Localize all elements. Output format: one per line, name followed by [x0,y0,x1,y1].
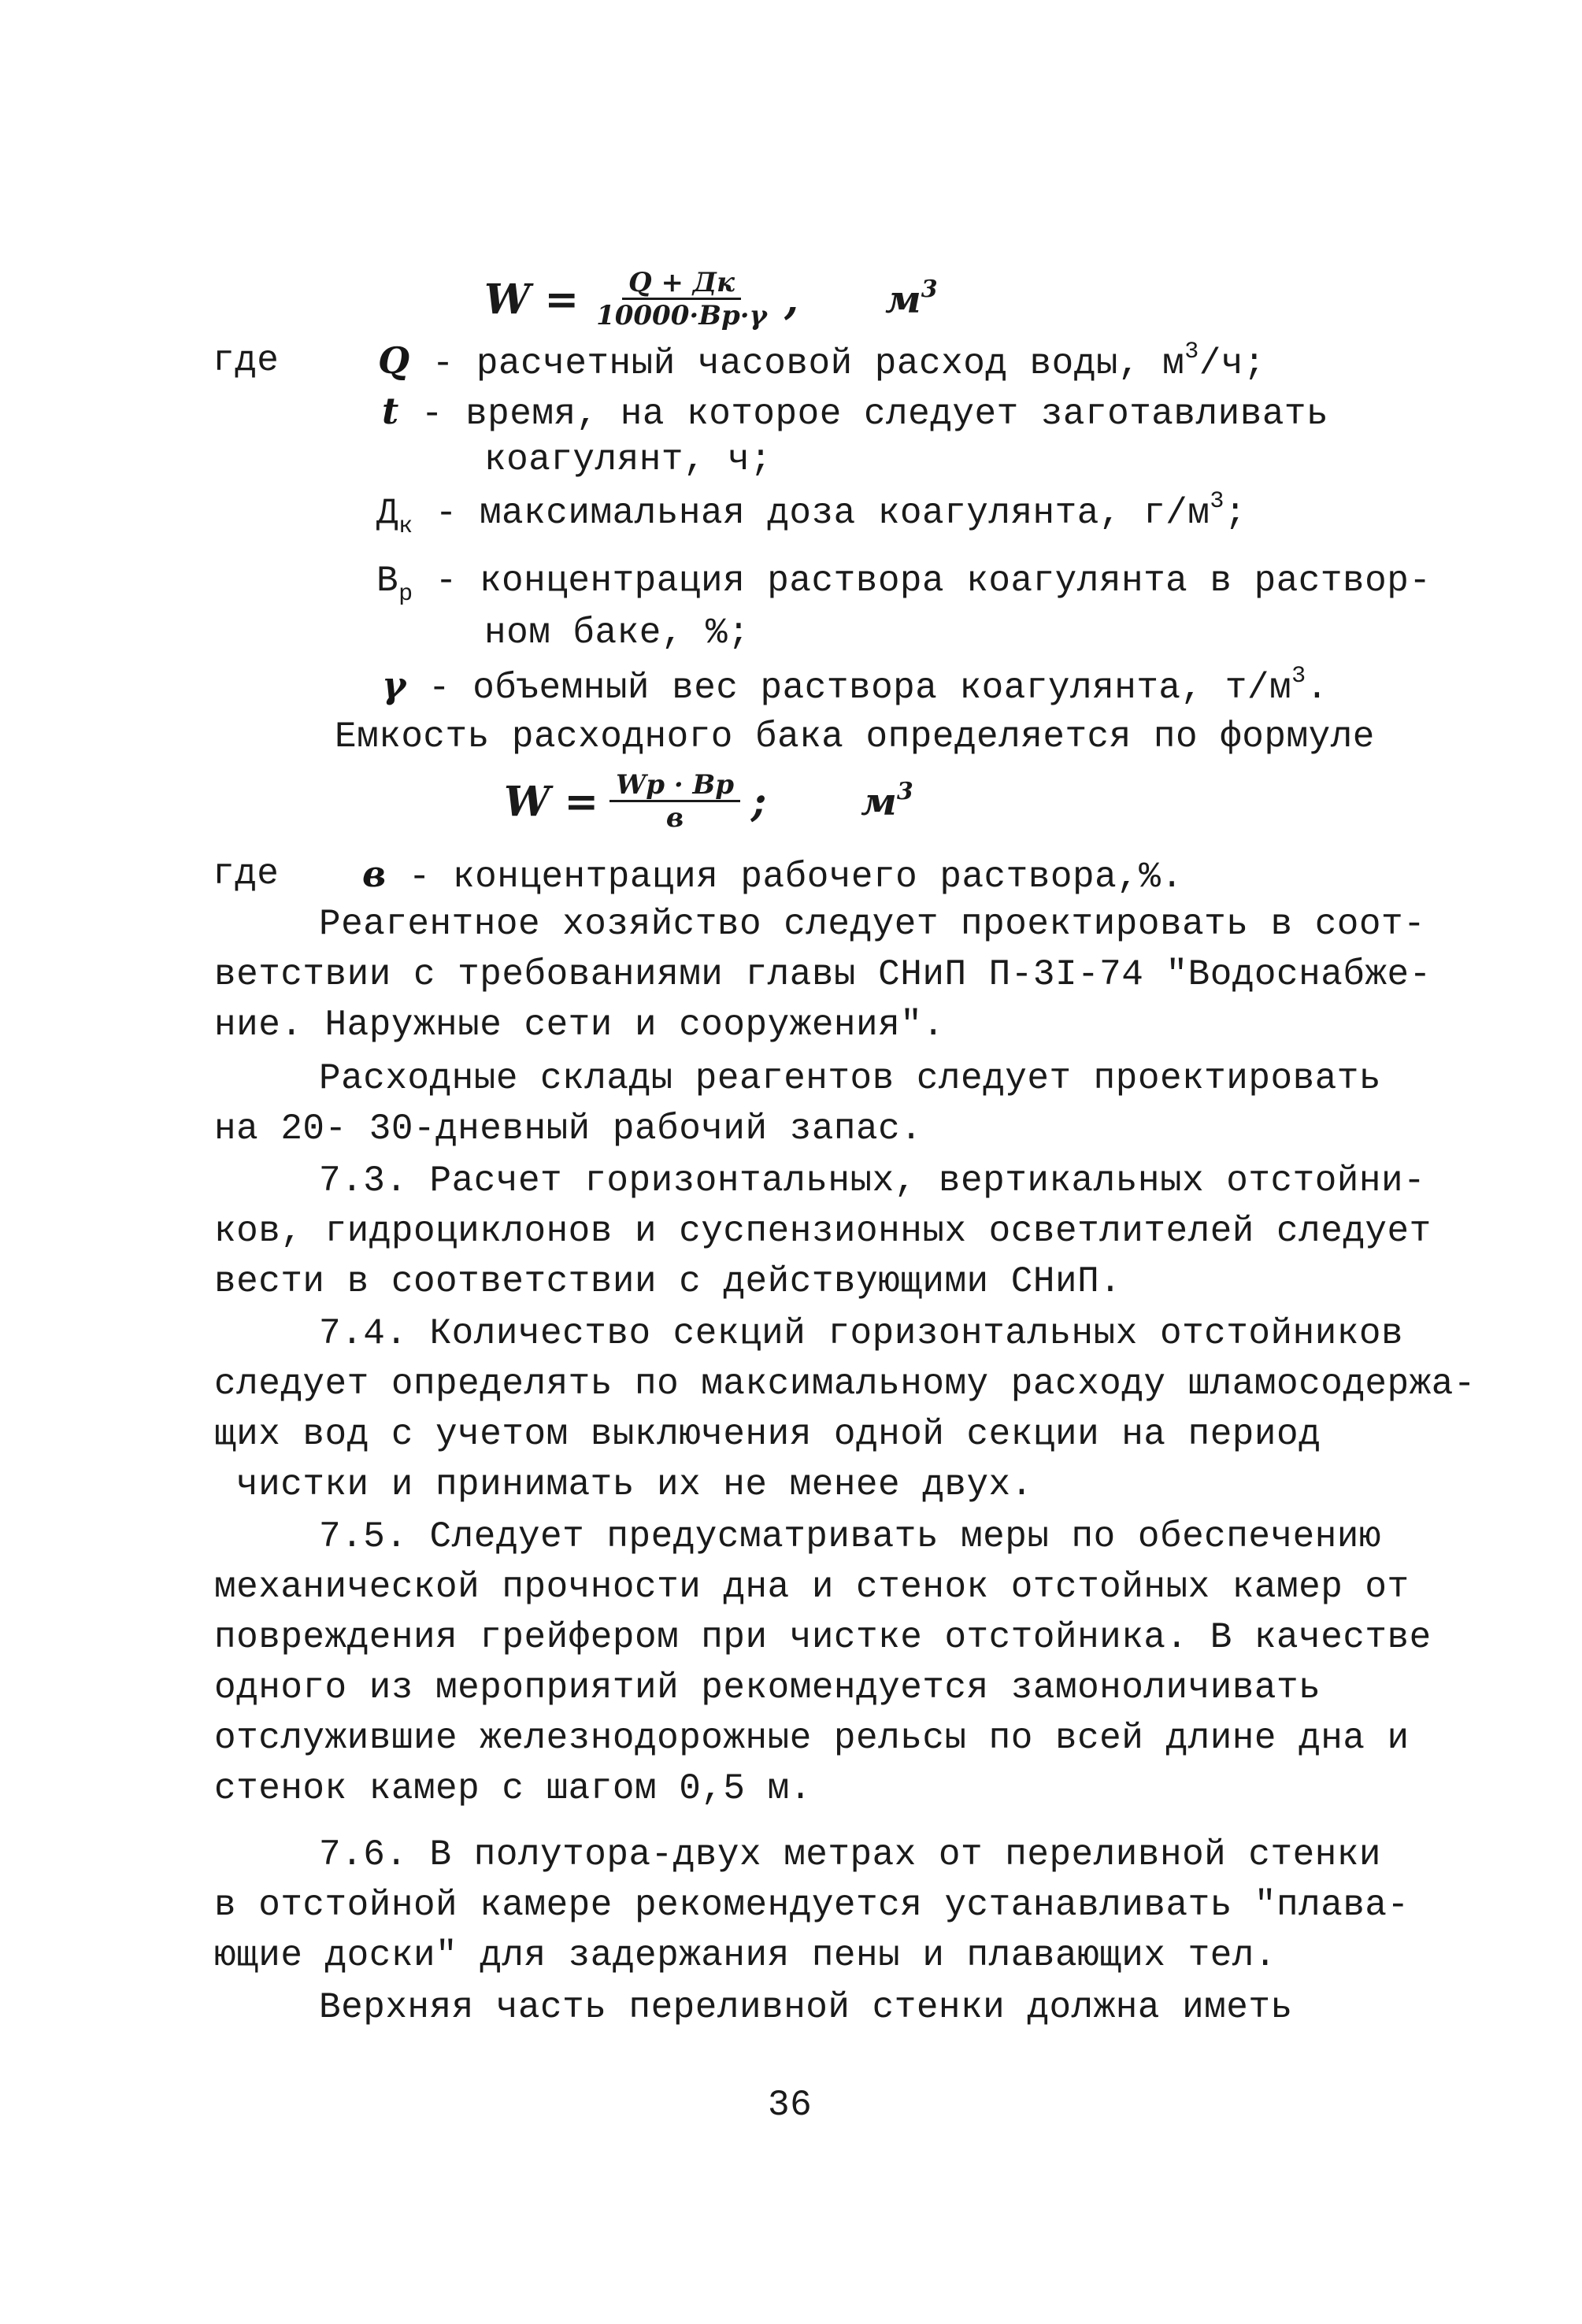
paragraph-line: повреждения грейфером при чистке отстойника. В качестве [214,1617,1432,1658]
definition-b: в - концентрация рабочего раствора,%. [362,853,1184,897]
formula-1-fraction [590,268,773,331]
paragraph-line: чистки и принимать их не менее двух. [236,1464,1033,1505]
paragraph-line: 7.4. Количество секций горизонтальных отстойников [319,1313,1404,1354]
paragraph-line: ветствии с требованиями главы СНиП П-3I-74 "Водоснабже- [214,954,1432,995]
formula-2 [504,770,913,834]
paragraph-line: в отстойной камере рекомендуется устанавливать "плава- [214,1885,1410,1926]
formula-2-numerator: Wp · Bp [609,770,740,802]
formula-1-numerator: Q + Дк [622,268,741,300]
paragraph-line: 7.3. Расчет горизонтальных, вертикальных отстойни- [319,1160,1426,1201]
formula-1-lhs: W = [484,276,580,324]
formula-2-semicolon: ; [751,778,767,826]
formula-1-comma: , [784,276,799,324]
definition-gamma: γ - объемный вес раствора коагулянта, $т/м^3$. [382,663,1328,709]
paragraph-line: на 20- 30-дневный рабочий запас. [214,1108,923,1149]
formula-1 [484,268,938,331]
formula-2-fraction [609,770,740,834]
where-label-2: где [213,853,280,894]
paragraph-line: 7.6. В полутора-двух метрах от переливной стенки [319,1834,1382,1875]
definition-q: Q - расчетный часовой расход воды, $м^3/ч$; [378,339,1266,384]
definition-t: t - время, на которое следует заготавливать [382,390,1329,435]
paragraph-line: Верхняя часть переливной стенки должна иметь [319,1987,1293,2028]
paragraph-line: 7.5. Следует предусматривать меры по обеспечению [319,1516,1382,1557]
capacity-line: Емкость расходного бака определяется по формуле [335,716,1375,757]
paragraph-line: ющие доски" для задержания пены и плавающих тел. [214,1935,1277,1976]
paragraph-line: механической прочности дна и стенок отстойных камер от [214,1567,1410,1608]
paragraph-line: следует определять по максимальному расходу шламосодержа- [214,1364,1476,1404]
formula-2-unit: $м^3$ [861,777,913,824]
paragraph-line: отслужившие железнодорожные рельсы по всей длине дна и [214,1718,1410,1759]
definition-dk: $Д_к$ - максимальная доза коагулянта, $г/м^3$; [376,488,1247,540]
formula-1-denominator: 10000·Bp·γ [596,300,767,331]
paragraph-line: щих вод с учетом выключения одной секции на период [214,1414,1321,1455]
where-label-1: где [213,340,280,381]
formula-2-denominator: в [665,802,684,834]
paragraph-line: стенок камер с шагом 0,5 м. [214,1768,812,1809]
paragraph-line: ков, гидроциклонов и суспензионных осветлителей следует [214,1211,1432,1252]
formula-2-lhs: W = [504,778,599,826]
paragraph-line: Расходные склады реагентов следует проектировать [319,1058,1382,1099]
paragraph-line: ние. Наружные сети и сооружения". [214,1005,945,1045]
definition-bp: $В_р$ - концентрация раствора коагулянта в раствор- [376,561,1432,608]
paragraph-line: одного из мероприятий рекомендуется замоноличивать [214,1667,1321,1708]
definition-t-continuation: коагулянт, ч; [484,439,772,480]
paragraph-line: вести в соответствии с действующими СНиП. [214,1261,1122,1302]
definition-bp-continuation: ном баке, %; [484,612,750,653]
page-number: 36 [768,2085,813,2126]
formula-1-unit: $м^3$ [885,275,938,322]
paragraph-line: Реагентное хозяйство следует проектировать в соот- [319,904,1426,945]
